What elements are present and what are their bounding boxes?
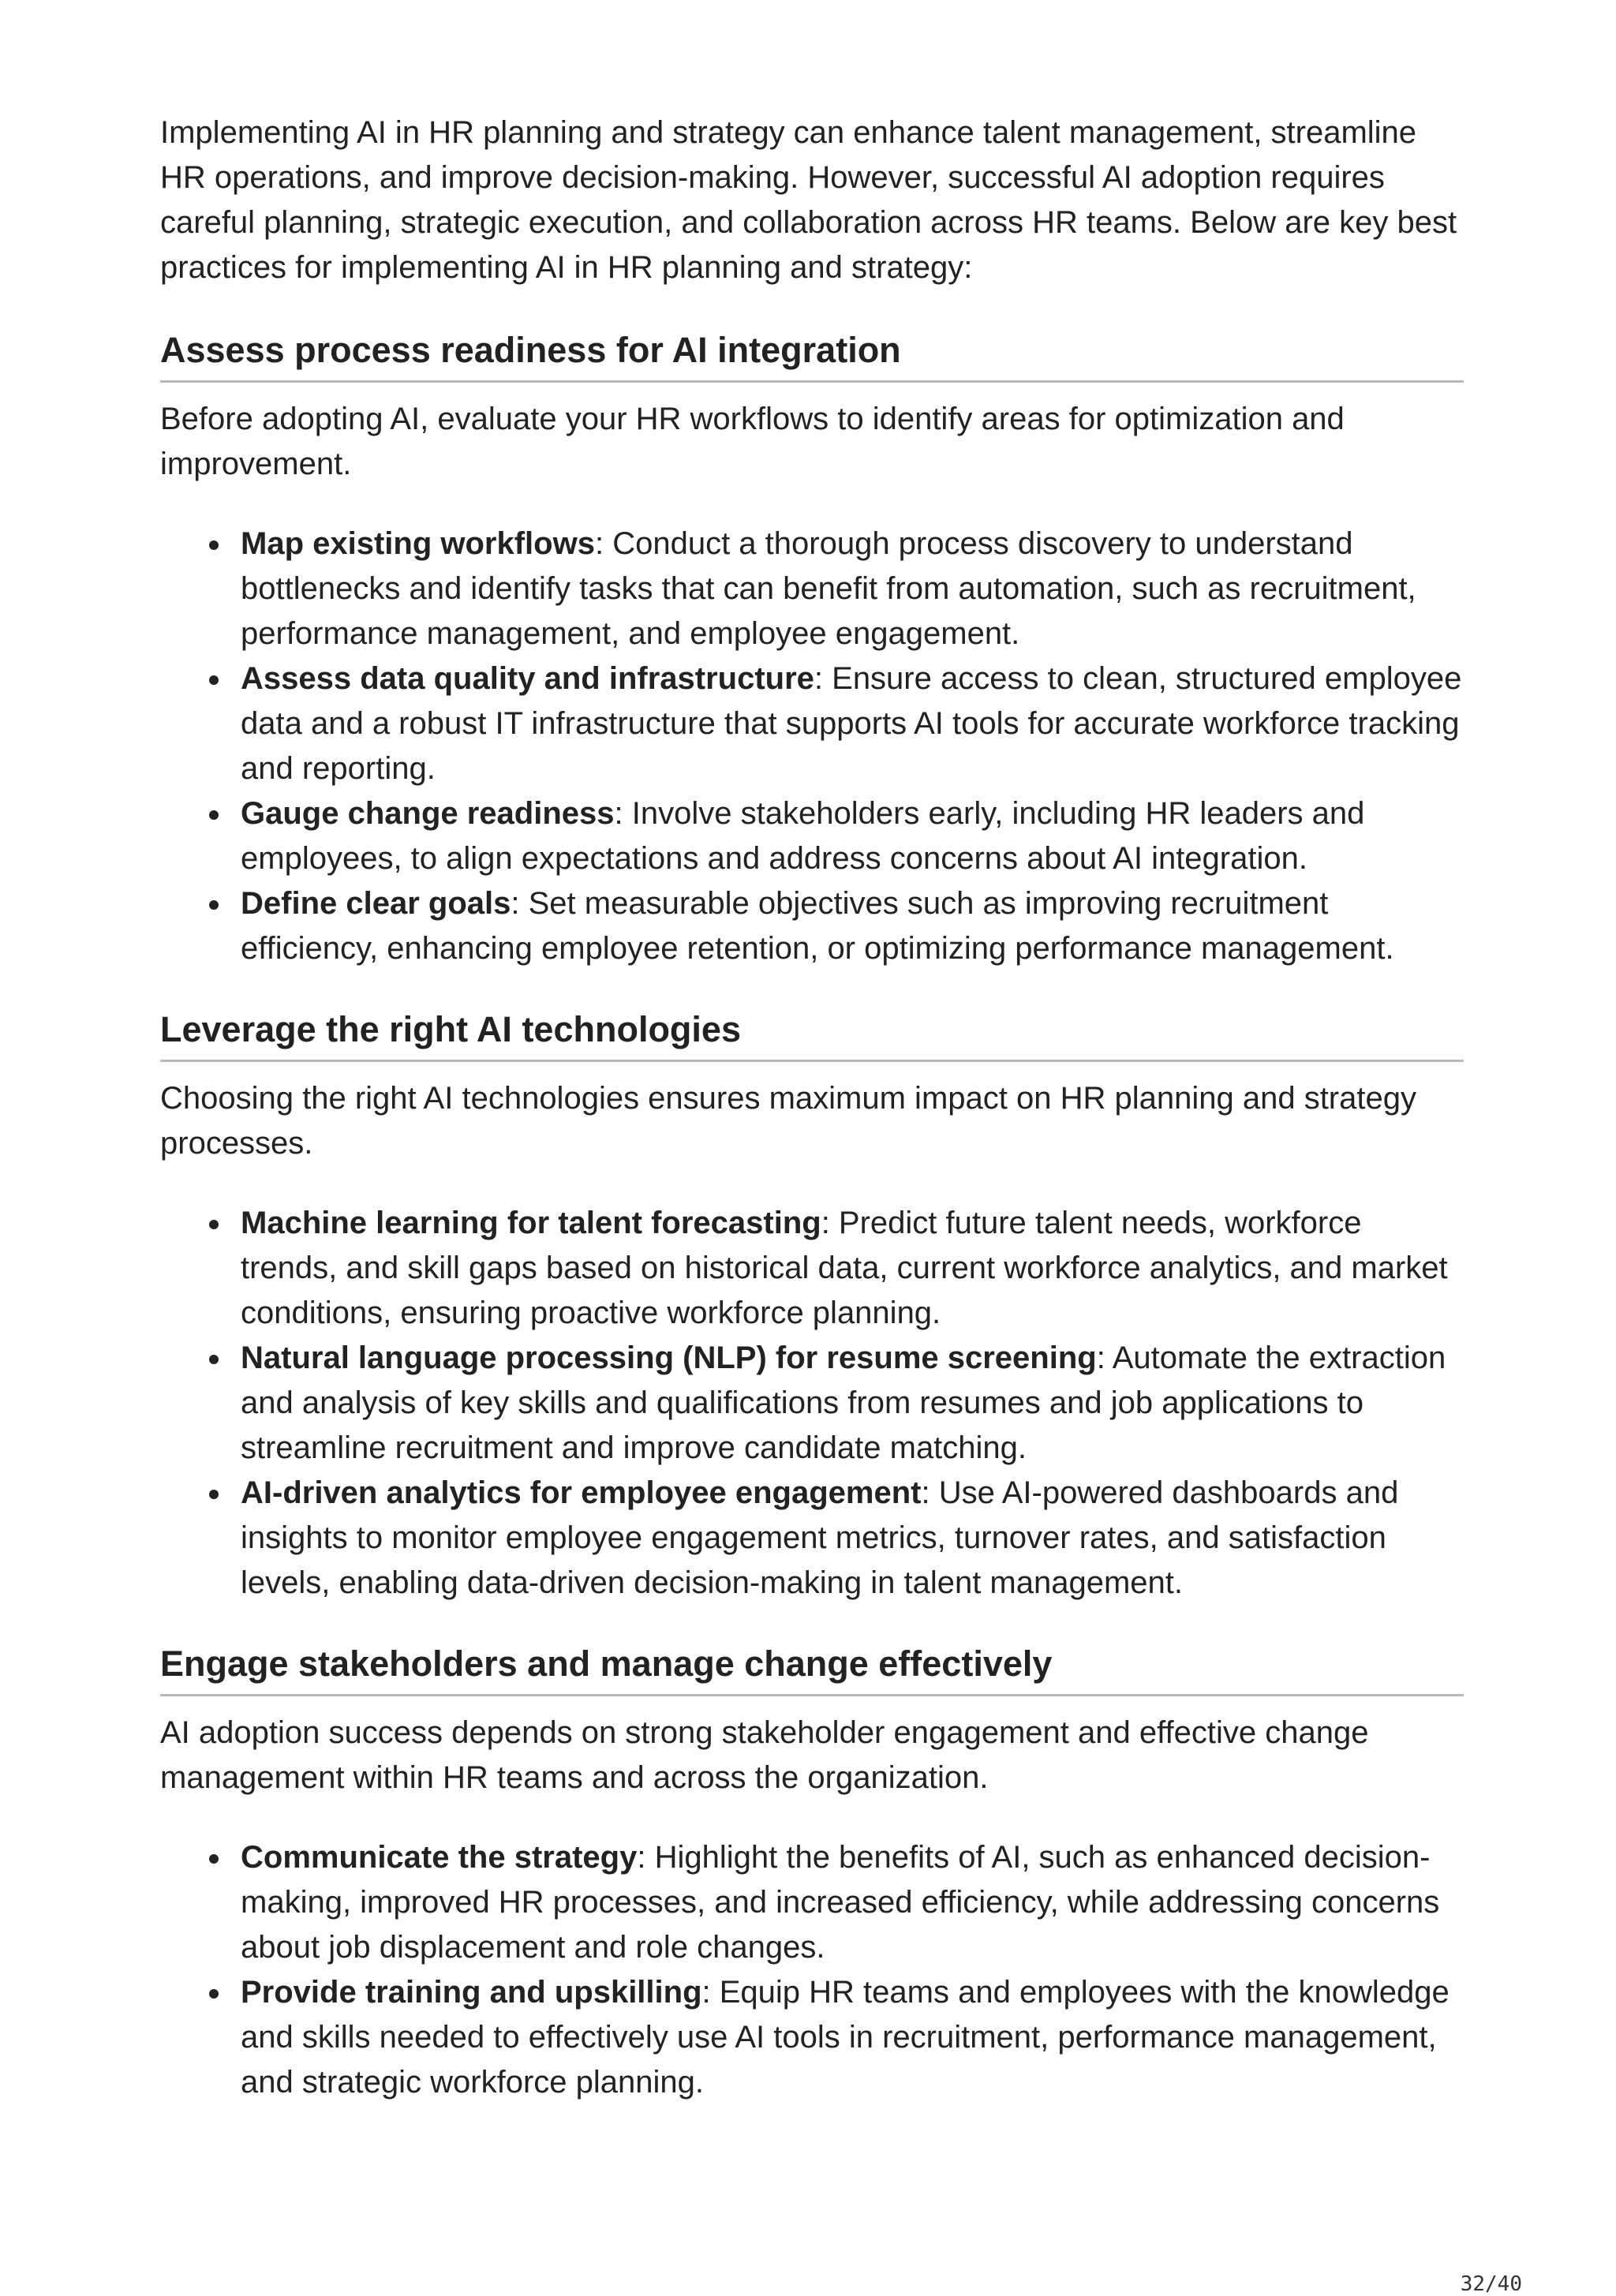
list-item	[241, 522, 1464, 656]
list-item	[241, 1471, 1464, 1606]
item-text: : Use AI-powered dashboards and insights to monitor employee engagement metrics, turnover rates, and satisfaction levels, enabling data-driven decision-making in talent management.	[241, 1475, 1399, 1600]
item-term: Gauge change readiness	[241, 796, 615, 831]
document-page	[160, 110, 1464, 2141]
list-item	[241, 1835, 1464, 1970]
list-item	[241, 1970, 1464, 2105]
bullet-list	[160, 1201, 1464, 1606]
item-term: AI-driven analytics for employee engagement	[241, 1475, 922, 1510]
section-intro: AI adoption success depends on strong stakeholder engagement and effective change management within HR teams and across the organization.	[160, 1715, 1369, 1795]
page-number: 32/40	[1460, 2272, 1522, 2296]
list-item	[241, 656, 1464, 791]
bullet-list	[160, 522, 1464, 971]
section-ai-technologies	[160, 1008, 1464, 1606]
list-item	[241, 1201, 1464, 1336]
item-text: : Equip HR teams and employees with the knowledge and skills needed to effectively use AI tools in recruitment, performance management, and strategic workforce planning.	[241, 1975, 1450, 2100]
item-text: : Automate the extraction and analysis of key skills and qualifications from resumes and job applications to streamline recruitment and improve candidate matching.	[241, 1341, 1446, 1465]
item-term: Define clear goals	[241, 886, 511, 921]
intro-paragraph: Implementing AI in HR planning and strategy can enhance talent management, streamline HR operations, and improve decision-making. However, successful AI adoption requires careful planning, strategic execution, and collaboration across HR teams. Below are key best practices for implementing AI in HR planning and strategy:	[160, 115, 1457, 285]
section-heading: Engage stakeholders and manage change effectively	[160, 1642, 1464, 1696]
item-text: : Predict future talent needs, workforce trends, and skill gaps based on historical data, current workforce analytics, and market conditions, ensuring proactive workforce planning.	[241, 1206, 1448, 1330]
item-term: Map existing workflows	[241, 526, 595, 561]
item-text: : Highlight the benefits of AI, such as enhanced decision-making, improved HR processes, and increased efficiency, while addressing concerns about job displacement and role changes.	[241, 1840, 1440, 1965]
item-term: Provide training and upskilling	[241, 1975, 702, 2010]
section-stakeholders	[160, 1642, 1464, 2105]
list-item	[241, 791, 1464, 881]
item-term: Natural language processing (NLP) for resume screening	[241, 1341, 1097, 1375]
section-heading: Assess process readiness for AI integration	[160, 328, 1464, 383]
item-text: : Conduct a thorough process discovery to understand bottlenecks and identify tasks that can benefit from automation, such as recruitment, performance management, and employee engagement.	[241, 526, 1416, 651]
section-intro: Before adopting AI, evaluate your HR workflows to identify areas for optimization and improvement.	[160, 402, 1345, 481]
list-item	[241, 1336, 1464, 1471]
item-term: Communicate the strategy	[241, 1840, 638, 1875]
item-text: : Set measurable objectives such as improving recruitment efficiency, enhancing employee retention, or optimizing performance management.	[241, 886, 1394, 966]
item-term: Machine learning for talent forecasting	[241, 1206, 821, 1240]
list-item	[241, 881, 1464, 971]
item-text: : Involve stakeholders early, including HR leaders and employees, to align expectations and address concerns about AI integration.	[241, 796, 1365, 876]
bullet-list	[160, 1835, 1464, 2105]
section-heading: Leverage the right AI technologies	[160, 1008, 1464, 1062]
item-text: : Ensure access to clean, structured employee data and a robust IT infrastructure that supports AI tools for accurate workforce tracking and reporting.	[241, 661, 1462, 786]
section-intro: Choosing the right AI technologies ensures maximum impact on HR planning and strategy processes.	[160, 1081, 1416, 1161]
item-term: Assess data quality and infrastructure	[241, 661, 814, 696]
section-assess-readiness	[160, 328, 1464, 971]
